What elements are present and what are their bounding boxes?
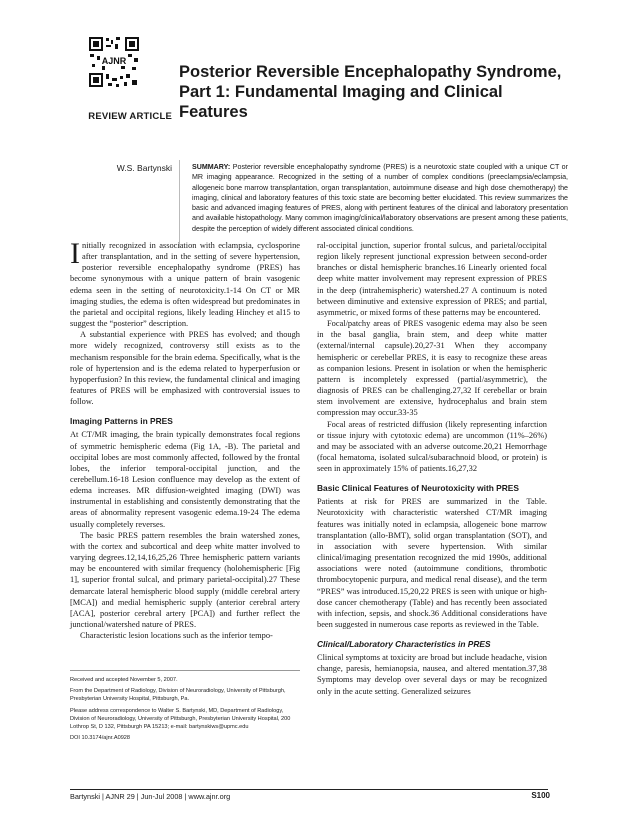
article-title: Posterior Reversible Encephalopathy Syndrome, Part 1: Fundamental Imaging and Clinical Features — [179, 63, 562, 121]
summary — [192, 162, 568, 234]
summary-divider — [179, 160, 180, 248]
footnotes — [70, 676, 302, 745]
summary-label: SUMMARY: — [192, 163, 231, 171]
paragraph: Patients at risk for PRES are summarized in the Table. Neurotoxicity with characteristic watershed CT/MR imaging features was initially noted in eclampsia, allogeneic bone marrow transplantation (allo-BMT), solid organ transplantation (SOT), and in association with severe hypertension. With similar clinical/imaging presentation recognized the mid 1990s, additional associations were noted (autoimmune conditions, thrombotic thrombocytopenic purpura, and medical renal disease), and the term “PRES” was introduced.15,20,22 PRES is seen with unique or high-dose cancer chemotherapy (Table) and has recently been associated with infection, sepsis, and shock.36 Additional considerations have been suggested in numerous case reports as reviewed in the Table. — [317, 497, 547, 629]
paragraph: Clinical symptoms at toxicity are broad but include headache, vision change, paresis, hemianopsia, nausea, and altered mentation.37,38 Symptoms may develop over several days or may be recognized only in the acute setting. Generalized seizures — [317, 653, 547, 696]
journal-logo-text: AJNR — [101, 56, 127, 66]
footnote-divider — [70, 670, 300, 671]
affiliation: From the Department of Radiology, Division of Neuroradiology, University of Pittsburgh, Presbyterian University Hospital, Pittsburgh, Pa. — [70, 688, 286, 703]
received-date: Received and accepted November 5, 2007. — [70, 677, 178, 683]
left-column — [70, 237, 300, 641]
article-type: REVIEW ARTICLE — [88, 111, 172, 122]
drop-cap: I — [70, 237, 80, 270]
qr-code-logo — [88, 36, 140, 88]
paragraph: ral-occipital junction, superior frontal sulcus, and parietal/occipital region likely represent junctional expression between second-order branches or distal hemispheric branches.16 Linearly oriented focal deep white matter involvement may represent expression of PRES in the deep (intrahemispheric) watershed.27 A continuum is noted between diminutive and extensive expression of PRES; and partial, asymmetric, or mixed forms of these patterns may be encountered. — [317, 241, 547, 317]
paragraph: Characteristic lesion locations such as the inferior tempo- — [80, 631, 273, 641]
paragraph: Focal areas of restricted diffusion (likely representing infarction or tissue injury with cytotoxic edema) are uncommon (11%–26%) and may be associated with an adverse outcome.20,21 Hemorrhage (focal hematoma, isolated sulcal/subarachnoid blood, or protein) is seen in approximately 15% of patients.16,27,32 — [317, 419, 547, 474]
paragraph: At CT/MR imaging, the brain typically demonstrates focal regions of symmetric hemispheric edema (Fig 1A, -B). The parietal and occipital lobes are most commonly affected, followed by the frontal lobes, the inferior temporal-occipital junction, and the cerebellum.16-18 Lesion confluence may develop as the extent of edema increases. MR diffusion-weighted imaging (DWI) was instrumental in establishing and consistently demonstrating that the areas of abnormality represent vasogenic edema.19-24 The edema usually completely reverses. — [70, 430, 300, 529]
section-heading: Basic Clinical Features of Neurotoxicity with PRES — [317, 483, 519, 494]
page-number: S100 — [531, 791, 550, 800]
section-heading: Imaging Patterns in PRES — [70, 416, 173, 427]
running-footer: Bartynski | AJNR 29 | Jun-Jul 2008 | www.ajnr.org — [70, 792, 231, 801]
summary-text: Posterior reversible encephalopathy syndrome (PRES) is a neurotoxic state coupled with a unique CT or MR imaging appearance. Recognized in the setting of a number of complex conditions (preeclampsia/eclampsia, allogeneic bone marrow transplantation, organ transplantation, autoimmune disease and high dose chemotherapy) the imaging, clinical and laboratory features of this toxic state are becoming better elucidated. This review summarizes the basic and advanced imaging features of PRES, along with pertinent features of the clinical and laboratory presentation and available histopathology. Many common imaging/clinical/laboratory observations are present among these patients, despite the perception of widely different associated clinical conditions. — [192, 163, 568, 233]
paragraph: Initially recognized in association with eclampsia, cyclosporine after transplantation, and in the setting of severe hypertension, posterior reversible encephalopathy syndrome (PRES) has become synonymous with a unique pattern of brain vasogenic edema seen in the setting of neurotoxicity.1-14 On CT or MR imaging studies, the edema is often widespread but predominates in the parietal and occipital regions, likely leading Hinchey et al15 to suggest the “posterior” description. — [70, 237, 300, 329]
paragraph: The basic PRES pattern resembles the brain watershed zones, with the cortex and subcortical and deep white matter involved to varying degrees.12,14,16,25,26 Three hemispheric pattern variants may be encountered with similar frequency (holohemispheric [Fig 1], superior frontal sulcal, and primary parietal-occipital).27 These demarcate lateral hemispheric blood supply (middle cerebral artery [MCA]) and medial hemispheric supply (anterior cerebral artery [ACA], posterior cerebral artery [PCA]) and further reflect the junctional/watershed nature of PRES. — [70, 530, 300, 629]
paragraph: Focal/patchy areas of PRES vasogenic edema may also be seen in the basal ganglia, brain stem, and deep white matter (external/internal capsule).20,27-31 When they accompany hemispheric or cerebellar PRES, it is easy to recognize these areas as companion lesions. Present in isolation or when the hemispheric pattern is incompletely expressed (partial/asymmetric), the diagnosis of PRES can be challenging.27,32 If cerebellar or brain stem involvement are extensive, hydrocephalus and brain stem compression may occur.33-35 — [317, 319, 547, 418]
doi: DOI 10.3174/ajnr.A0928 — [70, 735, 131, 742]
author-name: W.S. Bartynski — [116, 163, 172, 173]
footer-divider — [70, 789, 548, 790]
right-column — [317, 240, 547, 697]
correspondence: Please address correspondence to Walter S. Bartynski, MD, Department of Radiology, Division of Neuroradiology, University of Pittsburgh, Presbyterian University Hospital, 200 Lothrop St, D 132, Pittsburgh PA 15213; e-mail: bartynskiws@upmc.edu — [70, 707, 291, 731]
paragraph: A substantial experience with PRES has evolved; and though more widely recognized, controversy still exists as to the mechanism responsible for the brain edema. Specifically, what is the role of hypertension and is the edema related to hyperperfusion or hypoperfusion? In this review, the fundamental clinical and imaging features of PRES will be emphasized with controversial issues to follow. — [70, 330, 300, 407]
subsection-heading: Clinical/Laboratory Characteristics in PRES — [317, 639, 491, 650]
